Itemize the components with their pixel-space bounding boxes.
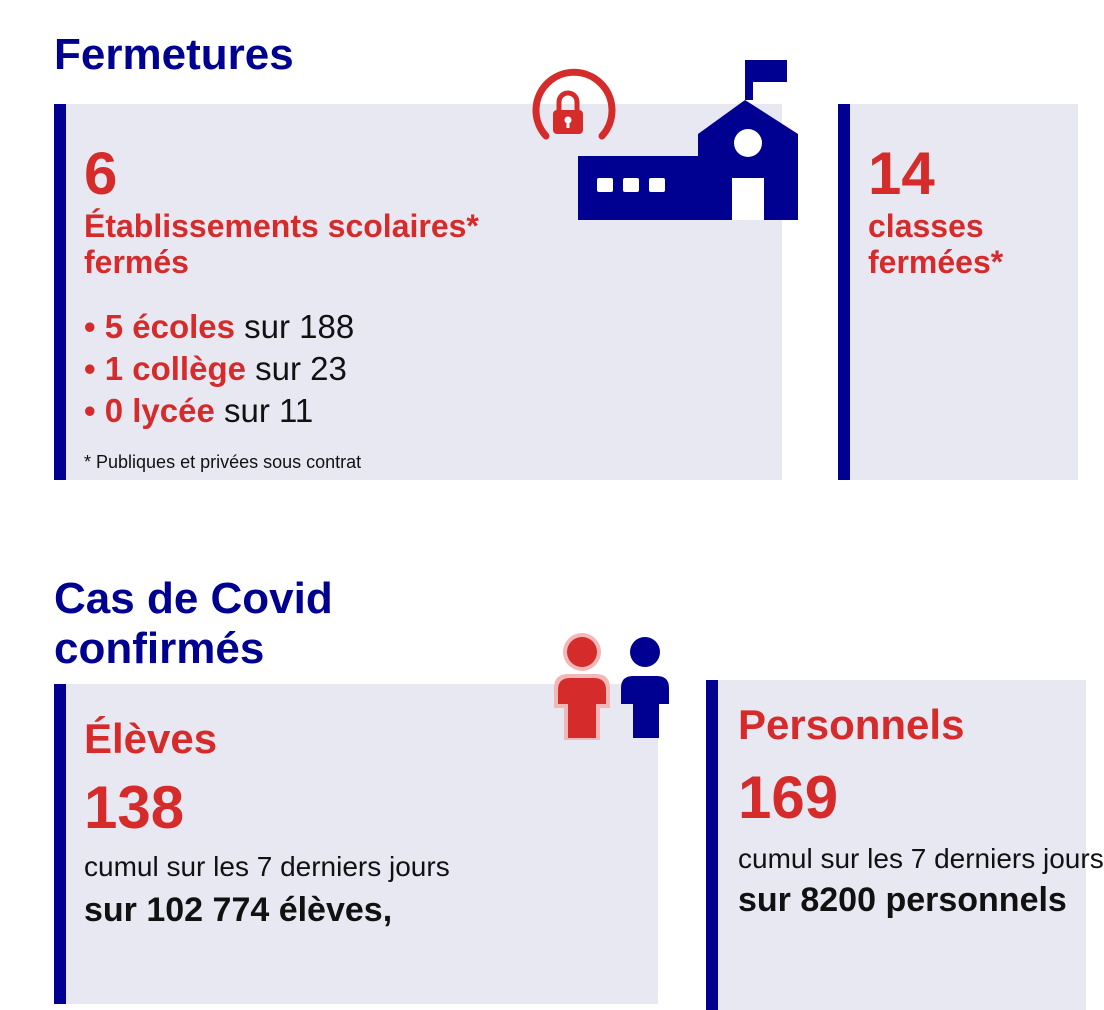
eleves-total: sur 102 774 élèves,: [84, 891, 393, 929]
card-classes-fermees: [838, 104, 1078, 480]
classes-label-line1: classes: [868, 208, 984, 244]
eleves-count: 138: [84, 774, 185, 841]
school-building-icon: [520, 58, 800, 228]
card-personnels: [706, 680, 1104, 1010]
eleves-cumul: cumul sur les 7 derniers jours: [84, 851, 450, 882]
etablissements-list: [84, 306, 354, 432]
list-item: • 5 écoles sur 188: [84, 308, 355, 345]
personnels-count: 169: [738, 764, 839, 831]
personnels-total: sur 8200 personnels: [738, 881, 1067, 919]
etablissements-count: 6: [84, 140, 118, 207]
classes-count: 14: [868, 140, 935, 207]
person-red-icon: [554, 633, 610, 740]
person-blue-icon: [621, 637, 669, 738]
footnote: * Publiques et privées sous contrat: [84, 452, 362, 472]
section-heading-cas-line1: Cas de Covid: [54, 574, 333, 623]
people-icon: [548, 630, 668, 740]
eleves-title: Élèves: [84, 715, 218, 762]
etablissements-label: Établissements scolaires* fermés: [84, 208, 479, 280]
section-heading-fermetures: Fermetures: [54, 30, 294, 79]
personnels-title: Personnels: [738, 701, 965, 748]
list-item: • 1 collège sur 23: [84, 350, 347, 387]
list-item: • 0 lycée sur 11: [84, 392, 314, 429]
section-heading-cas-line2: confirmés: [54, 624, 265, 673]
classes-label-line2: fermées*: [868, 244, 1004, 280]
lock-icon: [553, 93, 583, 134]
personnels-cumul: cumul sur les 7 derniers jours: [738, 843, 1104, 874]
